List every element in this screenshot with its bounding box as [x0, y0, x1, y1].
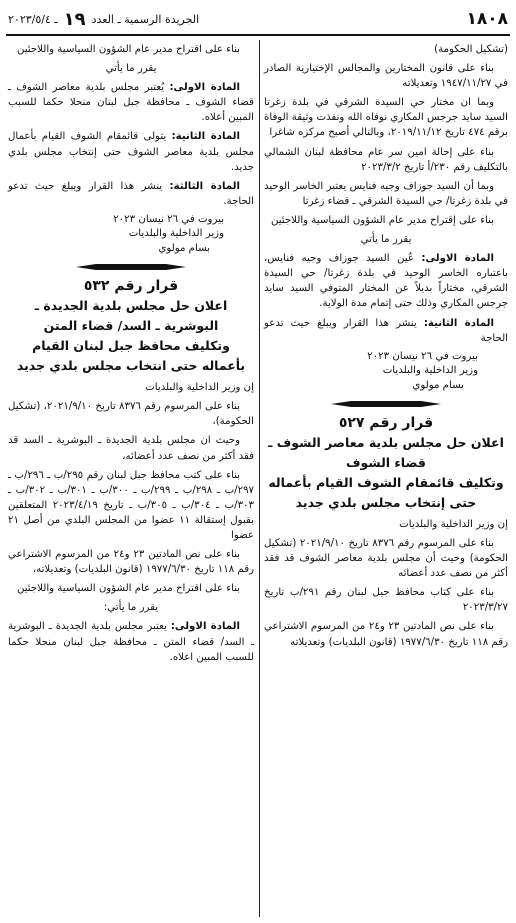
paragraph: بناء على اقتراح مدير عام الشؤون السياسية واللاجئين: [16, 583, 240, 595]
decides-heading: يقرر ما يأتي:: [103, 602, 159, 614]
paragraph: إن وزير الداخلية والبلديات: [145, 382, 254, 394]
signature-place-date: بيروت في ٢٦ نيسان ٢٠٢٣: [367, 350, 478, 362]
divider-ornament: [331, 399, 441, 409]
decision-title-line: بأعماله حتى انتخاب مجلس بلدي جديد: [16, 358, 246, 374]
paragraph: بناء على نص المادتين ٢٣ و٢٤ من المرسوم الاشتراعي رقم ١١٨ تاريخ ١٩٧٧/٦/٣٠ (قانون البلديات) وتعديلاته،: [8, 549, 254, 576]
paragraph: بناء على كتاب محافظ جبل لبنان رقم ٢٩١/ب تاريخ ٢٠٢٣/٣/٢٧: [264, 587, 508, 614]
decision-title-line: وتكليف محافظ جبل لبنان القيام: [32, 338, 230, 354]
decides-heading: يقرر ما يأتي: [360, 234, 412, 246]
decision-title-line: حتى إنتخاب مجلس بلدي جديد: [295, 494, 477, 510]
signature-name: بسام مولوي: [158, 242, 210, 254]
page-number: ١٨٠٨: [466, 9, 508, 29]
article-label: المادة الثانية:: [171, 131, 240, 143]
header-rule: [6, 34, 510, 36]
signature-block: [8, 213, 254, 256]
article: [8, 80, 254, 125]
decision-number-label: قرار رقم: [369, 414, 434, 431]
article: [264, 316, 508, 346]
gazette-issue-line: [8, 9, 199, 30]
article-text: يعتبر مجلس بلدية الجديدة ـ البوشرية ـ السد/ قضاء المتن ـ محافظة جبل لبنان منحلا حكما للسبب المبين اعلاه.: [8, 621, 254, 663]
signature-title: وزير الداخلية والبلديات: [382, 365, 478, 377]
paragraph: بناء على إحالة امين سر عام محافظة لبنان الشمالي بالتكليف رقم ٢٣٠/أ تاريخ ٢٠٢٣/٣/٢: [264, 146, 508, 173]
paragraph: بناء على المرسوم رقم ٨٣٧٦ تاريخ ٢٠٢١/٩/١٠ (تشكيل الحكومة) وحيث أن مجلس بلدية معاصر الشوف قد فقد أكثر من نصف عدد أعضائه: [264, 538, 508, 580]
article-text: عُين السيد جوزاف وجيه فنايس، باعتباره الخاسر الوحيد في بلدة زغرتا/ حي السيدة الشرقي، مختاراً بديلاً عن المختار المتوفي السيد سايد جرجس المكاري وذلك حتى إتمام مدة الولاية.: [264, 253, 508, 310]
article-label: المادة الاولى:: [421, 253, 494, 265]
decision-divider: [8, 262, 254, 272]
article-label: المادة الثالثة:: [169, 180, 240, 192]
signature-place-date: بيروت في ٢٦ نيسان ٢٠٢٣: [113, 213, 224, 225]
paragraph: وبما أن السيد جوزاف وجيه فنايس يعتبر الخاسر الوحيد في بلدة زغرتا/ حي السيدة الشرقي ـ قضاء زغرتا: [264, 180, 508, 207]
article-text: ينشر هذا القرار ويبلغ حيث تدعو الحاجة: [264, 317, 508, 344]
article-text: ينشر هذا القرار ويبلغ حيث تدعو الحاجة.: [8, 180, 254, 207]
paragraph: (تشكيل الحكومة): [434, 44, 508, 55]
decision-number: [264, 413, 508, 433]
page-header: [8, 6, 508, 32]
paragraph: بناء على قانون المختارين والمجالس الإختيارية الصادر في ١٩٤٧/١١/٢٧ وتعديلاته: [264, 63, 508, 90]
right-column: [264, 42, 508, 919]
decision-title-line: قضاء الشوف: [346, 454, 426, 470]
decision-number-value: ٥٢٧: [338, 414, 365, 431]
issue-number: ١٩: [63, 8, 86, 30]
paragraph: بناء على اقتراح مدير عام الشؤون السياسية واللاجئين: [16, 44, 240, 55]
paragraph: إن وزير الداخلية والبلديات: [399, 518, 508, 530]
issue-date: ـ ٢٠٢٣/٥/٤: [8, 12, 58, 26]
paragraph: بناء على إقتراح مدير عام الشؤون السياسية واللاجئين: [270, 214, 494, 226]
left-column: [8, 42, 254, 919]
column-separator: [259, 40, 260, 917]
decision-title-line: البوشرية ـ السد/ قضاء المتن: [43, 318, 219, 334]
article: [8, 619, 254, 664]
signature-block: [264, 350, 508, 393]
gazette-name: الجريدة الرسمية ـ العدد: [91, 12, 200, 26]
article-label: المادة الاولى:: [170, 621, 240, 633]
decision-number-label: قرار رقم: [114, 278, 179, 295]
article-text: يُعتبر مجلس بلدية معاصر الشوف ـ قضاء الشوف ـ محافظة جبل لبنان منحلا حكما للسبب المبين أعلاه.: [8, 82, 254, 124]
article: [264, 251, 508, 311]
decision-number: [8, 276, 254, 296]
decides-heading: يقرر ما يأتي: [105, 63, 157, 75]
signature-title: وزير الداخلية والبلديات: [128, 228, 224, 240]
article-text: يتولى قائمقام الشوف القيام بأعمال مجلس بلدية معاصر الشوف حتى إنتخاب مجلس بلدي جديد.: [8, 131, 254, 173]
paragraph: وبما ان مختار حي السيدة الشرقي في بلدة زغرتا السيد سايد جرجس المكاري نوفاه الله ونفذت وثيقة الوفاة برقم ٤٧٤ تاريخ ٢٠١٩/١١/١٢، وبالتالي أصبح مركزه شاغرا: [264, 97, 508, 139]
decision-title-line: اعلان حل مجلس بلدية الجديدة ـ: [34, 298, 228, 314]
decision-title-line: اعلان حل مجلس بلدية معاصر الشوف ـ: [268, 434, 504, 450]
decision-number-value: ٥٣٢: [83, 278, 110, 295]
paragraph: بناء على المرسوم رقم ٨٣٧٦ تاريخ ٢٠٢١/٩/١٠، (تشكيل الحكومة)،: [8, 401, 254, 428]
divider-ornament: [76, 262, 186, 272]
paragraph: بناء على نص المادتين ٢٣ و٢٤ من المرسوم الاشتراعي رقم ١١٨ تاريخ ١٩٧٧/٦/٣٠ (قانون البلديات) وتعديلاته: [264, 621, 508, 648]
signature-name: بسام مولوي: [412, 379, 464, 391]
article: [8, 179, 254, 209]
article-label: المادة الثانية:: [423, 317, 494, 329]
paragraph: بناء على كتب محافظ جبل لبنان رقم ٢٩٥/ب ـ ٢٩٦/ب ـ ٢٩٧/ب ـ ٢٩٨/ب ـ ٢٩٩/ب ـ ٣٠٠/ب ـ ٣٠١/ب ـ ٣٠٢/ب ـ ٣٠٣/ب ـ ٣٠٤/ب ـ ٣٠٥/ب ـ تاريخ ٢٠٢٣/٤/١٩ المتعلقين بقبول إستقالة ١١ عضوا من المجلس البلدي من أصل ٢١ عضوا: [8, 469, 255, 541]
decision-title-line: وتكليف قائمقام الشوف القيام بأعماله: [268, 474, 504, 490]
decision-divider: [264, 399, 508, 409]
article: [8, 129, 254, 174]
paragraph: وحيث ان مجلس بلدية الجديدة ـ البوشرية ـ السد قد فقد أكثر من نصف عدد أعضائه،: [8, 435, 254, 462]
article-label: المادة الاولى:: [169, 82, 240, 94]
